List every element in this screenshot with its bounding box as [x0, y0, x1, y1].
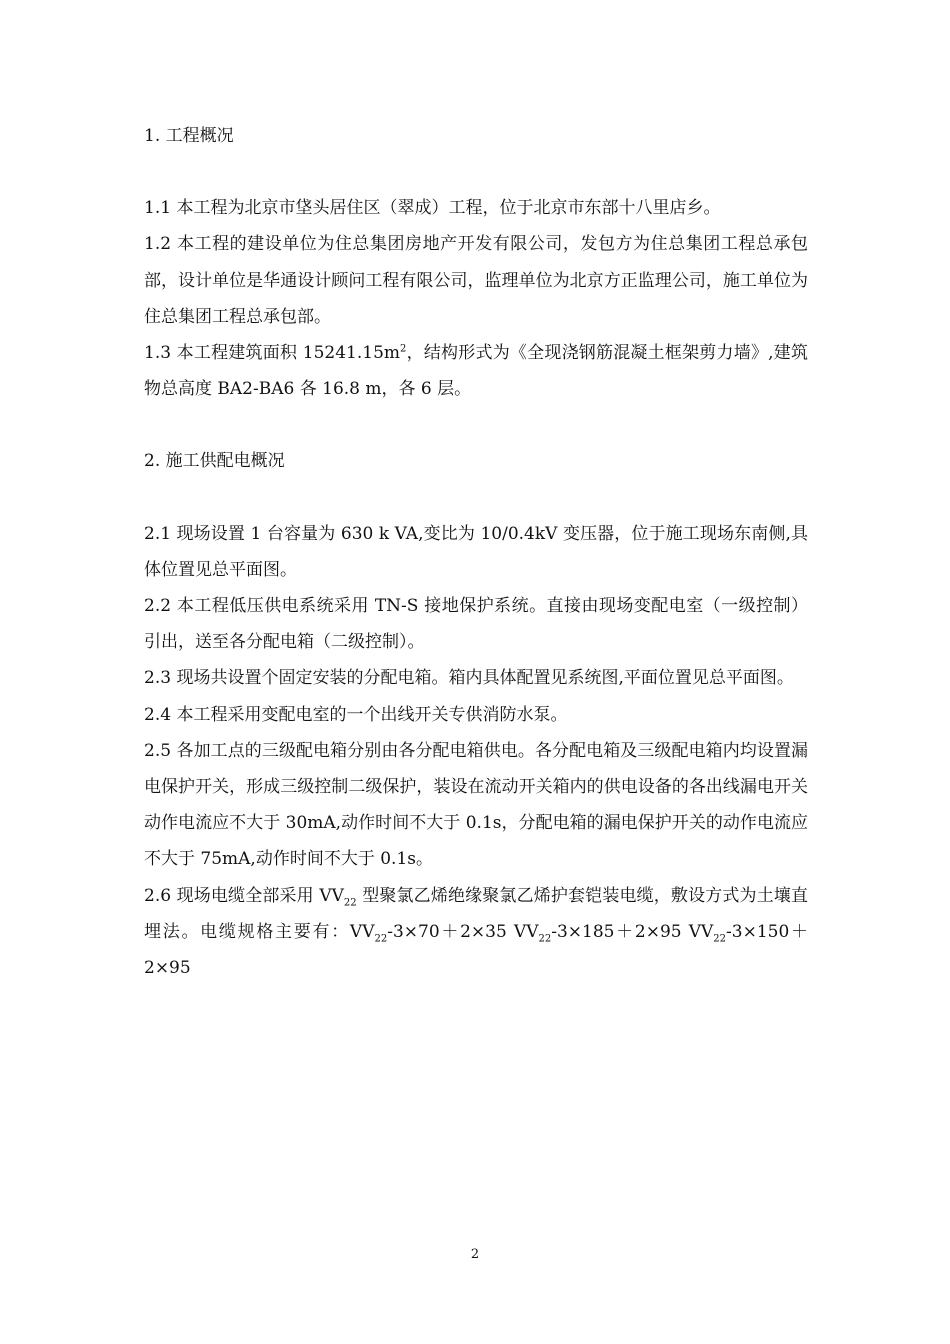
paragraph-2-6-text-1: 2.6 现场电缆全部采用 VV: [144, 885, 344, 906]
paragraph-2-4: 2.4 本工程采用变配电室的一个出线开关专供消防水泵。: [144, 704, 568, 725]
spacer: [144, 480, 808, 516]
document-body: [144, 118, 808, 986]
paragraph-1-3-pre: 1.3 本工程建筑面积 15241.15m: [144, 343, 401, 364]
spacer: [144, 154, 808, 190]
superscript-2: 2: [400, 343, 407, 355]
paragraph-2-6: [144, 878, 808, 987]
paragraph-1-3: [144, 335, 808, 407]
subscript-22: 22: [343, 897, 357, 909]
subscript-22: 22: [713, 933, 727, 945]
subscript-22: 22: [374, 933, 388, 945]
subscript-22: 22: [538, 933, 552, 945]
spacer: [144, 407, 808, 443]
paragraph-2-6-text-3: -3×70＋2×35 VV: [387, 921, 539, 942]
paragraph-2-1: 2.1 现场设置 1 台容量为 630 k VA,变比为 10/0.4kV 变压器，位于施工现场东南侧,具体位置见总平面图。: [144, 523, 808, 580]
section-heading-overview: 1. 工程概况: [144, 126, 234, 146]
paragraph-2-6-text-5: -3×150＋2×95: [144, 921, 808, 979]
section-heading-power-supply: 2. 施工供配电概况: [144, 451, 285, 472]
paragraph-2-6-text-4: -3×185＋2×95 VV: [551, 921, 714, 942]
paragraph-2-6-text-2: 型聚氯乙烯绝缘聚氯乙烯护套铠装电缆，敷设方式为土壤直埋法。电缆规格主要有：VV: [144, 885, 808, 942]
page-number: 2: [470, 1247, 480, 1262]
paragraph-1-1: 1.1 本工程为北京市垡头居住区（翠成）工程，位于北京市东部十八里店乡。: [144, 198, 721, 219]
paragraph-1-3-post: ，结构形式为《全现浇钢筋混凝土框架剪力墙》,建筑物总高度 BA2-BA6 各 16.8 m，各 6 层。: [144, 343, 808, 400]
paragraph-2-3: 2.3 现场共设置个固定安装的分配电箱。箱内具体配置见系统图,平面位置见总平面图。: [144, 668, 794, 689]
paragraph-2-5: 2.5 各加工点的三级配电箱分别由各分配电箱供电。各分配电箱及三级配电箱内均设置漏电保护开关，形成三级控制二级保护，装设在流动开关箱内的供电设备的各出线漏电开关动作电流应不大于 30mA,动作时间不大于 0.1s，分配电箱的漏电保护开关的动作电流应不大于 75mA,动作时间不大于 0.1s。: [144, 740, 808, 870]
paragraph-1-2: 1.2 本工程的建设单位为住总集团房地产开发有限公司，发包方为住总集团工程总承包部，设计单位是华通设计顾问工程有限公司，监理单位为北京方正监理公司，施工单位为住总集团工程总承包部。: [144, 234, 808, 327]
paragraph-2-2: 2.2 本工程低压供电系统采用 TN-S 接地保护系统。直接由现场变配电室（一级控制）引出，送至各分配电箱（二级控制）。: [144, 596, 808, 653]
